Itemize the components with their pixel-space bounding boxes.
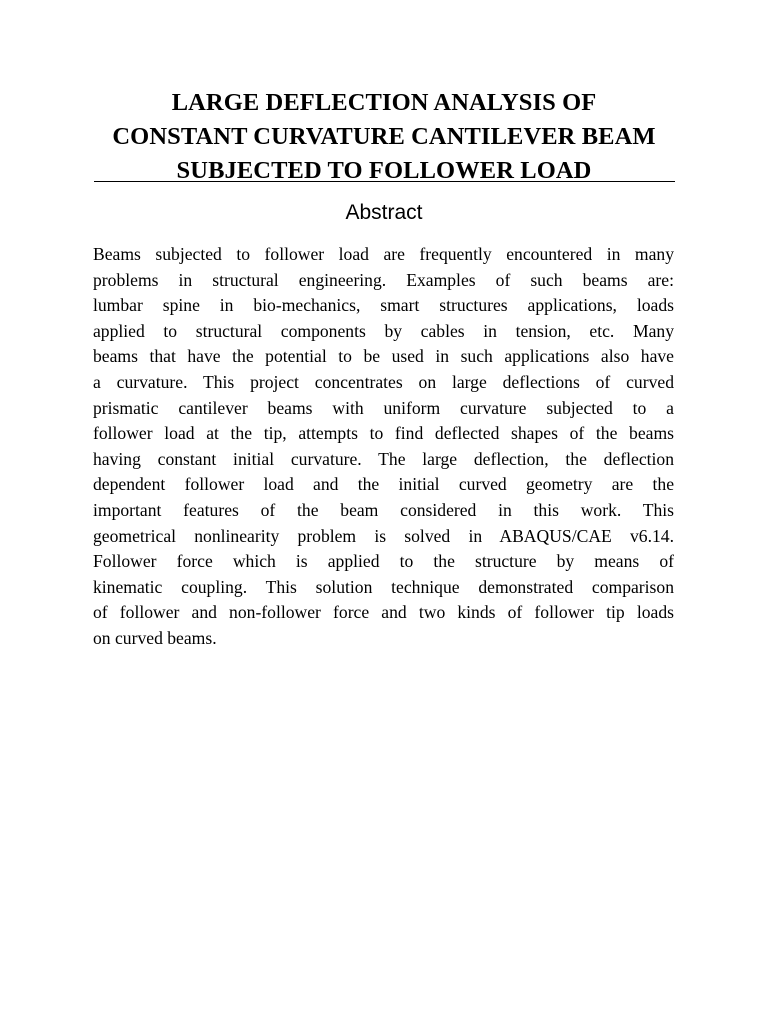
abstract-line: Beams subjected to follower load are frequently encountered in many bbox=[93, 244, 674, 264]
abstract-line: a curvature. This project concentrates on large deflections of curved bbox=[93, 371, 674, 392]
abstract-line: prismatic cantilever beams with uniform curvature subjected to a bbox=[93, 397, 674, 418]
abstract-line: lumbar spine in bio-mechanics, smart structures applications, loads bbox=[93, 295, 674, 316]
abstract-line: applied to structural components by cables in tension, etc. Many bbox=[93, 320, 674, 341]
title-line: LARGE DEFLECTION ANALYSIS OF bbox=[171, 89, 597, 116]
abstract-line: dependent follower load and the initial curved geometry are the bbox=[93, 474, 674, 495]
abstract-line: Follower force which is applied to the structure by means of bbox=[93, 551, 674, 572]
document-title bbox=[80, 86, 688, 188]
abstract-line: having constant initial curvature. The large deflection, the deflection bbox=[93, 448, 674, 469]
abstract-line: important features of the beam considered in this work. This bbox=[93, 499, 674, 520]
title-line: CONSTANT CURVATURE CANTILEVER BEAM bbox=[112, 123, 656, 150]
title-line: SUBJECTED TO FOLLOWER LOAD bbox=[176, 157, 592, 184]
abstract-line: of follower and non-follower force and two kinds of follower tip loads bbox=[93, 602, 674, 623]
abstract-heading: Abstract bbox=[345, 201, 423, 224]
abstract-body bbox=[93, 242, 674, 652]
abstract-line: geometrical nonlinearity problem is solved in ABAQUS/CAE v6.14. bbox=[93, 525, 674, 546]
abstract-line: on curved beams. bbox=[93, 627, 217, 648]
abstract-line: kinematic coupling. This solution technique demonstrated comparison bbox=[93, 576, 674, 597]
abstract-line: beams that have the potential to be used in such applications also have bbox=[93, 346, 674, 367]
title-divider bbox=[94, 181, 675, 182]
abstract-line: problems in structural engineering. Examples of such beams are: bbox=[93, 269, 674, 290]
abstract-line: follower load at the tip, attempts to find deflected shapes of the beams bbox=[93, 423, 674, 444]
